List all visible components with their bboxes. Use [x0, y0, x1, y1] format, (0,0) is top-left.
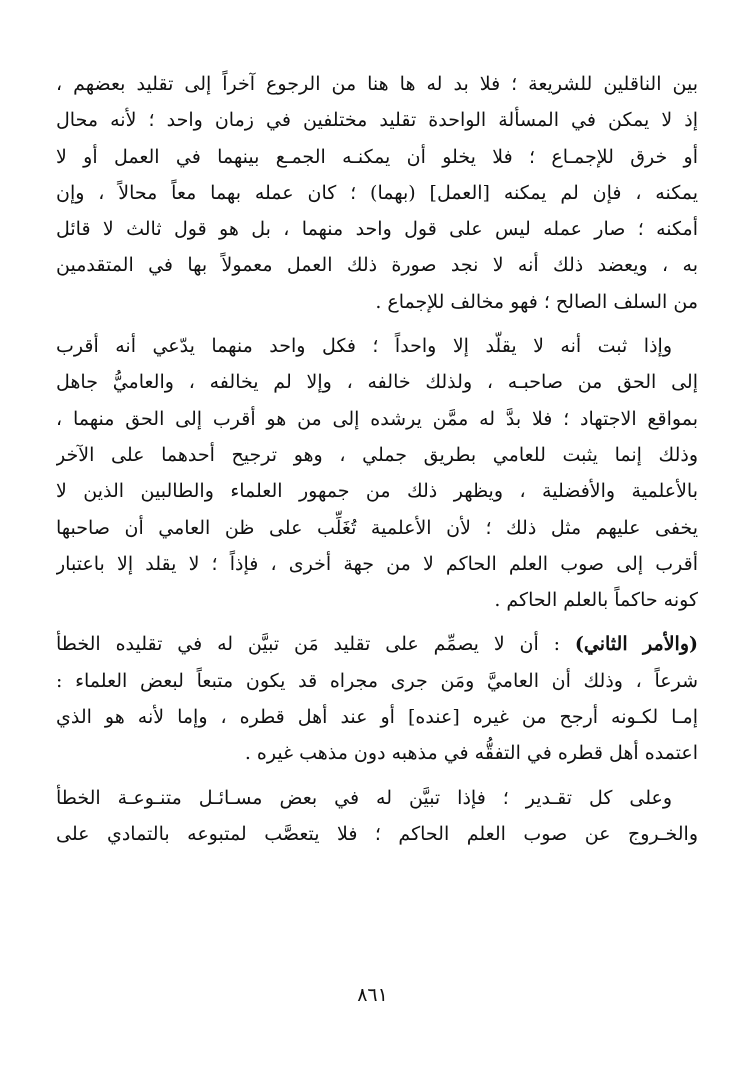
paragraph-3 — [56, 626, 698, 771]
text-line: وإذا ثبت أنه لا يقلّد إلا واحداً ؛ فكل واحد منهما يدّعي أنه أقرب — [56, 335, 672, 358]
text-line: بالأعلمية والأفضلية ، ويظهر ذلك من جمهور العلماء والطالبين الذين لا — [56, 480, 698, 503]
text-line: شرعاً ، وذلك أن العاميَّ ومَن جرى مجراه قد يكون متبعاً لبعض العلماء : — [56, 669, 698, 692]
text-line: بين الناقلين للشريعة ؛ فلا بد له ها هنا من الرجوع آخراً إلى تقليد بعضهم ، — [56, 73, 698, 95]
text-line: والخـروج عن صوب العلم الحاكم ؛ فلا يتعصَّب لمتبوعه بالتمادي على — [56, 822, 698, 845]
text-line: يخفى عليهم مثل ذلك ؛ لأن الأعلمية تُغَلِّب على ظن العامي أن صاحبها — [56, 516, 698, 539]
paragraph-4 — [56, 780, 698, 853]
text-line: أمكنه ؛ صار عمله ليس على قول واحد منهما ، بل هو قول ثالث لا قائل — [56, 218, 698, 241]
paragraph-2 — [56, 328, 698, 618]
text-line: يمكنه ، فإن لم يمكنه [العمل] (بهما) ؛ كان عمله بهما معاً محالاً ، وإن — [56, 181, 698, 204]
text-line — [56, 626, 698, 662]
text-line: من السلف الصالح ؛ فهو مخالف للإجماع . — [375, 290, 698, 313]
text-line: بمواقع الاجتهاد ؛ فلا بدَّ له ممَّن يرشده إلى من هو أقرب إلى الحق منهما ، — [56, 407, 698, 430]
text-line: اعتمده أهل قطره في التفقُّه في مذهبه دون مذهب غيره . — [244, 742, 698, 765]
text-line: إلى الحق من صاحبـه ، ولذلك خالفه ، وإلا لم يخالفه ، والعاميُّ جاهل — [56, 371, 698, 394]
text-line: كونه حاكماً بالعلم الحاكم . — [494, 589, 698, 612]
page-number: ٨٦١ — [357, 984, 388, 1006]
text-line: إمـا لكـونه أرجح من غيره [عنده] أو عند أهل قطره ، وإما لأنه هو الذي — [56, 706, 698, 729]
text-line-rest: : أن لا يصمِّم على تقليد مَن تبيَّن له في تقليده الخطأ — [56, 633, 561, 656]
text-line: أقرب إلى صوب العلم الحاكم لا من جهة أخرى ، فإذاً ؛ لا يقلد إلا باعتبار — [56, 552, 698, 575]
paragraph-1 — [56, 66, 698, 320]
text-line: به ، ويعضد ذلك أنه لا نجد صورة ذلك العمل معمولاً بها في المتقدمين — [56, 254, 698, 277]
text-line: وذلك إنما يثبت للعامي بطريق جملي ، وهو ترجيح أحدهما على الآخر — [56, 443, 698, 466]
text-line: وعلى كل تقـدير ؛ فإذا تبيَّن له في بعض مسـائـل متنـوعـة الخطأ — [56, 786, 672, 809]
text-line: أو خرق للإجمـاع ؛ فلا يخلو أن يمكنـه الجمـع بينهما في العمل أو لا — [56, 145, 698, 168]
section-heading: (والأمر الثاني) — [574, 633, 698, 656]
body-text — [56, 66, 698, 852]
text-line: إذ لا يمكن في المسألة الواحدة تقليد مختلفين في زمان واحد ؛ لأنه محال — [56, 109, 698, 132]
